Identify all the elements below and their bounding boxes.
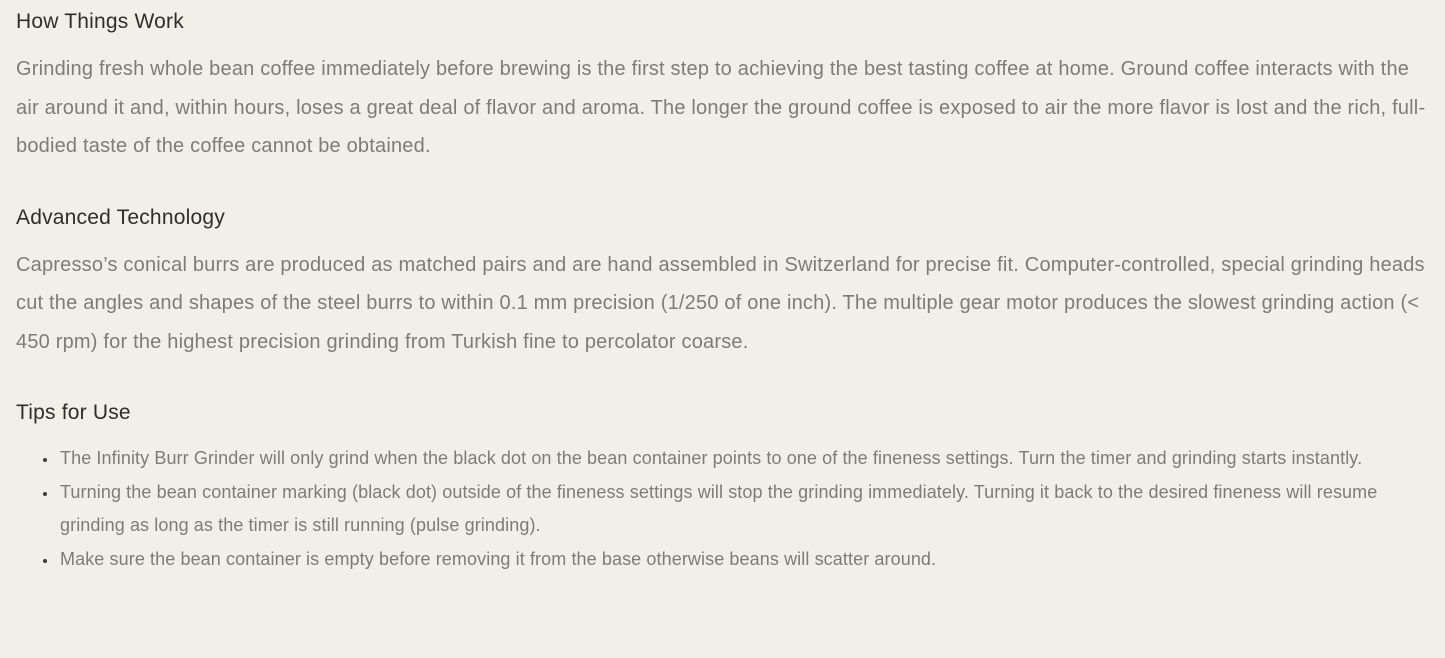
tips-list-item: • Make sure the bean container is empty before removing it from the base otherwise beans will scatter around. bbox=[58, 543, 1429, 577]
paragraph-advanced-technology: Capresso’s conical burrs are produced as matched pairs and are hand assembled in Switzerland for precise fit. Computer-controlled, special grinding heads cut the angles and shapes of the steel burrs to within 0.1 mm precision (1/250 of one inch). The multiple gear motor produces the slowest grinding action (< 450 rpm) for the highest precision grinding from Turkish fine to percolator coarse. bbox=[16, 253, 1425, 353]
tips-list-item: • Turning the bean container marking (black dot) outside of the fineness settings will stop the grinding immediately. Turning it back to the desired fineness will resume grinding as long as the timer is still running (pulse grinding). bbox=[58, 476, 1429, 543]
section-heading-advanced-technology: Advanced Technology bbox=[16, 205, 225, 229]
tips-list-item: • The Infinity Burr Grinder will only grind when the black dot on the bean container points to one of the fineness settings. Turn the timer and grinding starts instantly. bbox=[58, 442, 1429, 476]
paragraph-how-things-work: Grinding fresh whole bean coffee immediately before brewing is the first step to achieving the best tasting coffee at home. Ground coffee interacts with the air around it and, within hours, loses a great deal of flavor and aroma. The longer the ground coffee is exposed to air the more flavor is lost and the rich, full-bodied taste of the coffee cannot be obtained. bbox=[16, 58, 1426, 157]
tips-list bbox=[16, 442, 1429, 576]
section-heading-how-things-work: How Things Work bbox=[16, 10, 184, 33]
section-tips-for-use bbox=[16, 399, 1429, 576]
section-heading-tips-for-use: Tips for Use bbox=[16, 401, 131, 424]
section-how-things-work bbox=[16, 8, 1429, 166]
section-advanced-technology bbox=[16, 204, 1429, 362]
